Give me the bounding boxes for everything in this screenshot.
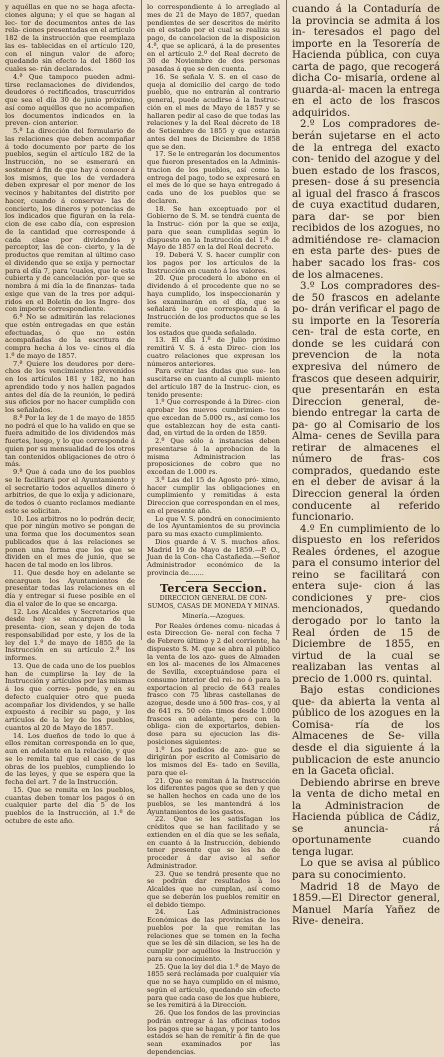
section-subtitle-2: Minería.—Azogues. — [182, 611, 245, 620]
signature-paragraph: Dios guarde á V. S. muchos años. Madrid 19 de Mayo de 1859.—P. O., Juan de la Con- cha Castañeda.—Señor Administrador económico de la provincia de....... — [147, 537, 280, 577]
paragraph: Lo que se avisa al público para su conocimiento. — [292, 858, 440, 882]
paragraph: y aquéllas en que no se haga afecta- ciones alguna; y el que se hagan al lec- tor de documentos antes de las rela- ciones presentadas en el artículo 182 de la instrucción que reemplaza las es- tablecidas en el artículo 120, con el ningun valor de aforo; quedando sin efecto la del 1860 los cuales se- rán declarados. — [5, 3, 135, 73]
paragraph: 20. Que procederá lo abono en el dividendo á el procedente que no se haya cumplido, los inspeccionarán y los examinarán en el día, que se señalará lo que corresponda á la Instrucción de los productos que se les remite. — [147, 274, 280, 329]
column-1 — [5, 3, 135, 825]
paragraph: 3.º Las del 15 de Agosto pró- ximo, hacer cumplir las obligaciones en cumplimiento y remitidas á esta Direccion que correspondan en el mes, en el presente año. — [147, 475, 280, 515]
paragraph: Lo que V. S. pondrá en conocimiento de los Ayuntamientos de su provincia para su mas exacto cumplimiento. — [147, 514, 280, 538]
paragraph: 10. Los arbitros no lo podrán decir, que por ningún motivo se pongan de una forma que los documentos sean publicados que á las relaciones se ponen una forma que los que se dividen en el mes de junio, que se hacen de tal modo en los libros. — [5, 514, 135, 569]
paragraph: 24. Las Administraciones Económicas de las provincias de los pueblos por la que remitan las relaciones que se tomen en la fecha que se les dé sin dilacion, se les ha de cumplir por aquéllos la Instrucción y para su conocimiento. — [147, 908, 280, 963]
column-divider-1 — [141, 0, 142, 640]
signature-paragraph: Madrid 18 de Mayo de 1859.—El Director general, Manuel María Yañez de Rive- deneira. — [292, 881, 440, 928]
paragraph: 4.ª Que tampoco pueden admi- tirse reclamaciones de dividendos, deudores ó rectificados, trascurridos que sea el día 30 de junio próximo, así como aquéllos que no acompañen los documentos indicados en la preven- cion anterior. — [5, 72, 135, 128]
paragraph: Bajo estas condiciones que- da abierta la venta al público de los azogues en la Comisa- ría de los Almacenes de Se- villa desde el dia siguiente á la publicacion de este anuncio en la Gaceta oficial. — [292, 685, 440, 778]
paragraph: 2.º Que sólo á instancias deben presentarse á la aprobacion de la misma Administracion las proposiciones de cobro que no excedan de 1.000 rs. — [147, 437, 280, 476]
paragraph: 6.ª No se admitirán las relaciones que estén entregadas en que están efectuadas, ó que no estén acompañadas de la escritura de compra hecha á los ve- cinos el día 1.º de mayo de 1857. — [5, 313, 135, 360]
paragraph: 1.º Que corresponde á la Direc- cion aprobar los nuevos cumbrimien- tos que excedan de 5.000 rs., así como los que establezcan hoy de esta canti- dad, en virtud de la orden de 1859. — [147, 398, 280, 438]
paragraph: lo correspondiente á lo arreglado al mes de 21 de Mayo de 1857, quedan pendientes de ser descritos de mérito en el estado por el cual se realiza su pago, de cancelacion de la disposicion 4.ª, que se aplicará, á la de presentes en el artículo 2.º del Real decreto de 30 de Noviembre de dos personas pasadas á que se den cuenta. — [147, 3, 280, 73]
paragraph: 21. Que se remitan á la Instrucción los diferentes pagos que se den y que se hallen hechos en cada uno de los pueblos, se les mantendrá á los Ayuntamientos de los gastos. — [147, 776, 280, 816]
column-divider-2 — [286, 0, 287, 640]
paragraph: 13. Que de cada uno de los pueblos han de cumplirse la ley de la Instrucción y artículos por las mismas á los que corres- ponde, y en su defecto cualquier otro que pueda acompañar los dividendos, y se halle expuesto á recibir su pago, y los artículos de la ley de los pueblos, cuantos al 20 de Mayo de 1857. — [5, 661, 135, 732]
section-subtitle: DIRECCION GENERAL DE CON- SUMOS, CASAS DE MONEDA Y MINAS. — [147, 594, 280, 610]
paragraph: 2.º Los compradores de- berán sujetarse en el acto de la entrega del exacto con- tenido del azogue y del buen estado de los frascos, presen- dose á su presencia al igual del frasco á frascos de cuya exactitud dudaren, para dar- se por bien recibidos de los azogues, no admitiéndose re- clamacion en esta parte des- pues de haber sacado los fras- cos de los almacenes. — [292, 119, 440, 281]
paragraph: Por Reales órdenes comu- nicadas á esta Direccion Ge- neral con fecha 7 de Febrero último y 2 del corriente, ha dispuesto S. M. que se abra al público la venta de los azo- gues de Almaden en los al- macenes de los Almacenes de Sevilla, exceptuándose para el consumo interior del rei- no ó para la exportacion al precio de 643 reales frasco con 75 libras castellanas de azogue, desde uno á 500 fras- cos, y al de 641 rs. 50 cén- timos desde 1.000 frascos en adelante, pero con la obliga- cion de exportarlos, debien- dose para su ejecucion las dis- posiciones siguientes: — [147, 621, 280, 746]
paragraph: Debiendo abrirse en breve la venta de dicho metal en la Administracion de Hacienda pública de Cádiz, se anuncia- rá oportunamente cuando tenga lugar. — [292, 777, 440, 858]
paragraph: 18. Se han exceptuado por el Gobierno de S. M. se tendrá cuenta de la Instruc- ción por la que se exija, para que sean cumplidas según lo dispuesto en la Instrucción del 1.º de Mayo de 1857 en la del Real decreto. — [147, 204, 280, 252]
paragraph: cuando á la Contaduría de la provincia se admita á los in- teresados el pago del importe en la Tesorería de Hacienda pública, con cuya carta de pago, que recogerá dicha Co- misaría, ordene al guarda-al- macen la entrega en el acto de los frascos adquiridos. — [292, 4, 440, 119]
paragraph: 4.º En cumplimiento de lo dispuesto en los referidos Reales órdenes, el azogue para el consumo interior del reino se facilitará con entera suje- cion á las condiciones y pre- cios mencionados, quedando derogado por lo tanto la Real órden de 15 de Diciembre de 1855, en virtud de la cual se realizaban las ventas al precio de 1.000 rs. quintal. — [292, 523, 440, 685]
paragraph: 25. Que la ley del dia 1.º de Mayo de 1855 será reclamada por cualquier vía que no se haya cumplido en el mismo, según el artículo, quedando sin efecto para que cada caso de los que hubiere, se les remitirá á la Direccion. — [147, 962, 280, 1010]
paragraph: 15. Que se remita en los pueblos, cuantas deben tomar los pagos ó en cualquier parte del día 5 de los pueblos de la Instrucción, al 1.º de octubre de este año. — [5, 785, 135, 825]
paragraph: los estados que queda señalado. — [147, 328, 257, 337]
paragraph: 12. Los Alcaldes y Secretarios que desde hoy se encarguen de la presenta- cion, sean y dejen de toda responsabilidad por este, y los de la ley del 1.º de mayo de 1855 de la Instrucción en su artículo 2.º los informes. — [5, 607, 135, 662]
paragraph: 3.º Los compradores des- de 50 frascos en adelante po- drán verificar el pago de su importe en la Tesorería cen- tral de esta corte, en donde se les cuidará con prevencion de la nota expresiva del número de frascos que deseen adquirir, que presentarán en esta Direccion general, de- biendo entregar la carta de pa- go al Comisario de los Alma- cenes de Sevilla para retirar de almacenes el número de fras- cos comprados, quedando este en el deber de avisar á la Direccion general la órden conducente al referido funcionario. — [292, 281, 440, 524]
paragraph: 22. Que se les satisfagan los créditos que se han facilitado y se extienden en el día que se les señala, en cuanto á la Instrucción, debiendo tener presente que se les ha de proceder á dar aviso al señor Administrador. — [147, 815, 280, 870]
paragraph: 11. Que desde hoy en adelante se encarguen los Ayuntamientos de presentar todas las relaciones en el día y entregar si fuese posible en el dia el valor de lo que se encarga. — [5, 568, 135, 608]
paragraph: 26. Que los fondos de las provincias podrán entregar á las oficinas todos los pagos que se hagan, y por tanto los estados se han de remitir á fin de que sean examinados por las dependencias. — [147, 1009, 280, 1056]
paragraph: Para evitar las dudas que sue- len suscitarse en cuanto al cumpli- miento del artículo 187 de la Instruc- cion, es tenido presente: — [147, 367, 280, 399]
paragraph: 7.ª Quiere los deudores por dere- chos de los vencimientos prevenidos en los artículos 181 y 182, no han aprendido todo y nos hallen pagados antes del día de la reunión, le pedirá sus oficios por no hacer cumplido con los señalados. — [5, 359, 135, 414]
paragraph: 19. Deberá V. S. hacer cumplir con los pagos por los artículos de la Instrucción en cuanto á los valores. — [147, 251, 280, 275]
section-title: Tercera Seccion. — [160, 581, 267, 595]
paragraph: 1.º Los pedidos de azo- gue se dirigirán por escrito al Comisario de los mismos del Es- tado en Sevilla, para que el- — [147, 745, 280, 777]
paragraph: 13. El dia 1.º de Julio próximo remitirá V. S. á esta Direc- cion los cuatro relaciones que expresan los números anteriores. — [147, 336, 280, 368]
paragraph: 9.ª Que á cada uno de los pueblos se le facilitará por el Ayuntamiento y el secretario todos aquellos dinero ó arbitrios, de que lo exija y adicionare, de todos ó cuanto reclamos mediante este se solicitan. — [5, 468, 135, 515]
column-2 — [147, 3, 280, 1056]
paragraph: 8.ª Por la ley de 1 de mayo de 1855 no podrá el que lo ha valido en que se fuera admitido de los dividendos más fuertes, luego, y lo que corresponde á quien por su mensualidad de los otros tan contenidos obligaciones de otro ó más. — [5, 413, 135, 469]
paragraph: 23. Que se tendrá presente que no se podrán dar resultados á los Alcaldes que no cumplan, así como que se deberán los pueblos remitir en el debido tiempo. — [147, 869, 280, 909]
paragraph: 16. Se señala V. S. en el caso de queja al domicilio del cargo de todo pueblo, que no entrarán al contrario general, puede acudirse á la Instruc- ción en el mes de Mayo de 1857 y se hallaren pedir al caso de que todas las relaciones y la del Real decreto de 18 de Setiembre de 1855 y que estarán antes del mes de Diciembre de 1858 que se den. — [147, 72, 280, 151]
paragraph: 17. Se le entregarán los documentos que fueron presentados en la Adminis- tracion de los pueblos, así como la entrega del pago, todo se expresará en el mes de lo que se haya entregado á cada uno de los pueblos que se declaren. — [147, 150, 280, 205]
paragraph: 14. Los dueños de todo lo que á ellos remitan corresponda en lo que, aun en adelante en la relación, y que se lo remita tal que el caso de las obras de los pueblos, cumpliendo lo de las leyes, y que se espera que la fecha del art. 7 de la Instrucción. — [5, 731, 135, 786]
column-3 — [292, 4, 440, 928]
paragraph: 5.ª La dirección del formulario de las relaciones que deben acompañar á todo documento por parte de los pueblos, según el artículo 182 de la Instrucción, no se esmerará en sostener á fin de que hay á conocer á los mismos, que los de verdadera deben expresar el por menor de los vecinos y habitantes del distrito por hacer, cuando á conservar- las de concierto, los dineros y potencias de los indicados que figuran en la rela- cion de ese cabo día, con espresion de la cantidad que corresponde á cada clase por dividendos y perceptor, las de con- cierto, y la de productos que remitan al último caso el dividendo que se exija y pernoctar para el día 7, para 'cuales, que le esta cubierta y de cancelación por- que se nombra á mi día la de finanzas- tada exige que van de la tres por adqui- ridos en el Boletín de los Ingre- dos con importe correspondiente. — [5, 127, 135, 314]
